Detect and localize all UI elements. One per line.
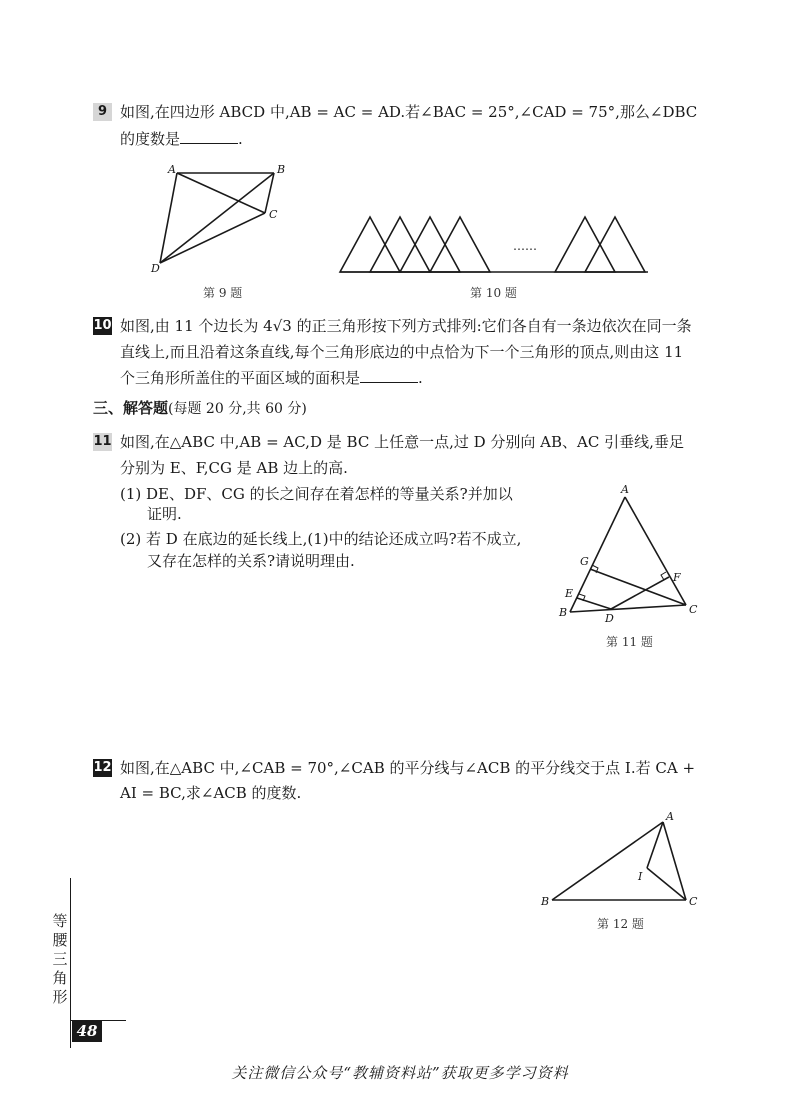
question-10-text-line2: 直线上,而且沿着这条直线,每个三角形底边的中点恰为下一个三角形的顶点,则由这 11 — [120, 343, 684, 361]
question-9-text-line2 — [120, 129, 243, 149]
fig9-label-d: D — [151, 262, 160, 275]
question-10-period: . — [418, 369, 423, 387]
question-10-text-line1: 如图,由 11 个边长为 4√3 的正三角形按下列方式排列:它们各自有一条边依次在同一条 — [120, 317, 692, 335]
fig11-label-f: F — [673, 571, 681, 584]
chapter-char: 腰 — [52, 931, 68, 949]
figure-11 — [555, 480, 715, 630]
fig10-triangle-6 — [585, 217, 645, 272]
answer-blank[interactable] — [180, 129, 238, 144]
fig10-triangle-5 — [555, 217, 615, 272]
footer-watermark-text: 关注微信公众号“教辅资料站”获取更多学习资料 — [231, 1064, 569, 1082]
figure-9 — [140, 160, 300, 280]
chapter-char: 等 — [52, 912, 68, 930]
fig12-segment-ac — [663, 822, 686, 900]
question-11-text-line1: 如图,在△ABC 中,AB = AC,D 是 BC 上任意一点,过 D 分别向 AB、AC 引垂线,垂足 — [120, 433, 684, 451]
fig11-label-d: D — [605, 612, 614, 625]
fig11-label-a: A — [621, 483, 629, 496]
fig12-label-i: I — [638, 870, 643, 883]
fig9-label-b: B — [277, 163, 286, 176]
question-12-number: 12 — [93, 760, 112, 775]
answer-blank[interactable] — [360, 368, 418, 383]
fig10-ellipsis: …… — [513, 239, 537, 253]
figure-10 — [335, 210, 655, 280]
page-number: 48 — [72, 1020, 102, 1042]
fig10-triangle-3 — [400, 217, 460, 272]
figure-12 — [535, 808, 715, 913]
fig10-triangle-4 — [430, 217, 490, 272]
fig9-label-a: A — [168, 163, 176, 176]
fig10-triangle-2 — [370, 217, 430, 272]
question-10-number: 10 — [93, 318, 112, 333]
chapter-title-vertical — [51, 912, 69, 1007]
question-11-part1-a: (1) DE、DF、CG 的长之间存在着怎样的等量关系?并加以 — [120, 485, 513, 503]
chapter-char: 三 — [52, 950, 68, 968]
chapter-char: 角 — [52, 969, 68, 987]
chapter-char: 形 — [52, 988, 68, 1006]
fig12-label-a: A — [666, 810, 674, 823]
fig11-segment-ac — [625, 497, 686, 605]
figure-11-caption: 第 11 题 — [606, 635, 653, 649]
question-11-part2-a: (2) 若 D 在底边的延长线上,(1)中的结论还成立吗?若不成立, — [120, 530, 522, 548]
question-9-text-line1: 如图,在四边形 ABCD 中,AB = AC = AD.若∠BAC = 25°,∠CAD = 75°,那么∠DBC — [120, 103, 698, 121]
question-10-text-line3 — [120, 368, 423, 388]
fig12-label-c: C — [689, 895, 698, 908]
question-12-text-line1: 如图,在△ABC 中,∠CAB = 70°,∠CAB 的平分线与∠ACB 的平分线交于点 I.若 CA + — [120, 759, 696, 777]
fig9-segment-ad — [160, 173, 177, 263]
fig11-label-g: G — [580, 555, 589, 568]
question-11-part1-b: 证明. — [147, 505, 182, 523]
fig11-segment-df — [611, 577, 669, 609]
question-11-text-line2: 分别为 E、F,CG 是 AB 边上的高. — [120, 459, 348, 477]
fig12-label-b: B — [541, 895, 550, 908]
fig11-segment-bc — [570, 605, 686, 612]
question-12-text-line2: AI = BC,求∠ACB 的度数. — [120, 784, 302, 802]
fig9-segment-bd — [160, 173, 274, 263]
figure-9-caption: 第 9 题 — [203, 286, 243, 300]
section-heading — [93, 397, 307, 418]
fig11-segment-de — [577, 598, 611, 609]
fig9-segment-ac — [177, 173, 265, 213]
sidebar-rule — [70, 878, 71, 1048]
fig12-segment-ai — [647, 822, 663, 868]
fig11-segment-cg — [590, 569, 686, 605]
question-11-part2-b: 又存在怎样的关系?请说明理由. — [147, 552, 355, 570]
question-11-number: 11 — [93, 434, 112, 449]
fig10-triangle-1 — [340, 217, 400, 272]
question-10-text-line3-start: 个三角形所盖住的平面区域的面积是 — [120, 369, 361, 387]
fig11-label-c: C — [689, 603, 698, 616]
fig9-label-c: C — [269, 208, 278, 221]
section-title: 三、解答题 — [93, 399, 169, 417]
question-9-number: 9 — [93, 103, 112, 121]
fig11-label-b: B — [559, 606, 568, 619]
section-subtitle: (每题 20 分,共 60 分) — [168, 401, 307, 417]
figure-12-caption: 第 12 题 — [597, 917, 644, 931]
fig11-label-e: E — [565, 587, 574, 600]
question-9-text-line2-start: 的度数是 — [120, 130, 181, 148]
fig11-segment-ab — [570, 497, 625, 612]
question-9-period: . — [238, 130, 243, 148]
fig12-segment-ci — [647, 868, 686, 900]
fig12-segment-ab — [552, 822, 663, 900]
fig9-segment-cd — [160, 213, 265, 263]
figure-10-caption: 第 10 题 — [470, 286, 517, 300]
